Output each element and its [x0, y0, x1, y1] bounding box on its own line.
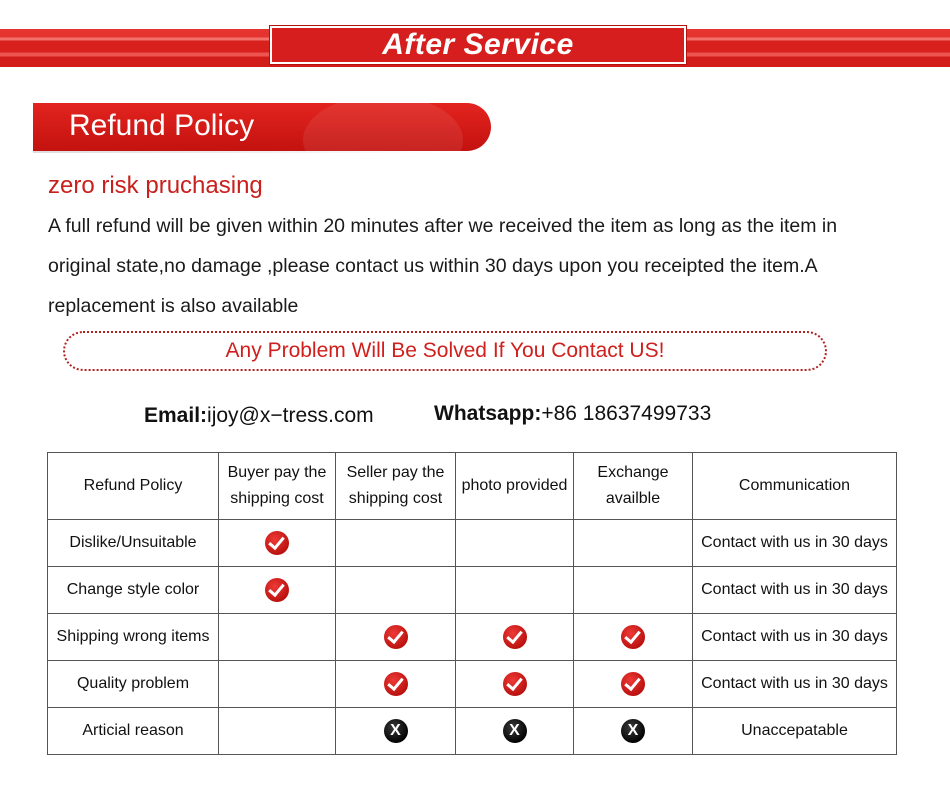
- cell-exchange: [574, 614, 693, 661]
- email-label: Email:: [144, 404, 208, 427]
- paragraph-line-2: original state,no damage ,please contact us within 30 days upon you receipted the item.A: [48, 255, 818, 277]
- refund-policy-table: [47, 452, 897, 755]
- table-row: [48, 614, 897, 661]
- cell-buyer-pay: [219, 661, 336, 708]
- section-underline: [33, 151, 453, 153]
- section-header: [33, 103, 491, 151]
- header-exchange: Exchange availble: [574, 453, 693, 520]
- cell-photo: [456, 567, 574, 614]
- paragraph-line-3: replacement is also available: [48, 295, 299, 317]
- table-header-row: [48, 453, 897, 520]
- check-icon: [384, 625, 408, 649]
- whatsapp-value[interactable]: +86 18637499733: [541, 402, 712, 425]
- row-label: Quality problem: [48, 661, 219, 708]
- cell-photo: [456, 614, 574, 661]
- email-value[interactable]: ijoy@x−tress.com: [207, 404, 374, 427]
- check-icon: [621, 672, 645, 696]
- cell-exchange: [574, 567, 693, 614]
- cell-communication: Contact with us in 30 days: [693, 520, 897, 567]
- table-row: [48, 520, 897, 567]
- whatsapp-contact: [434, 402, 711, 426]
- cell-exchange: [574, 520, 693, 567]
- cell-buyer-pay: [219, 614, 336, 661]
- check-icon: [384, 672, 408, 696]
- header-photo-provided: photo provided: [456, 453, 574, 520]
- header-refund-policy: Refund Policy: [48, 453, 219, 520]
- check-icon: [503, 625, 527, 649]
- row-label: Articial reason: [48, 708, 219, 755]
- cross-icon: X: [384, 719, 408, 743]
- cell-buyer-pay: [219, 708, 336, 755]
- table-row: [48, 708, 897, 755]
- cell-communication: Contact with us in 30 days: [693, 567, 897, 614]
- row-label: Dislike/Unsuitable: [48, 520, 219, 567]
- check-icon: [265, 531, 289, 555]
- cell-buyer-pay: [219, 520, 336, 567]
- cell-exchange: [574, 708, 693, 755]
- paragraph-line-1: A full refund will be given within 20 minutes after we received the item as long as the item in: [48, 215, 838, 237]
- cell-seller-pay: [336, 661, 456, 708]
- check-icon: [265, 578, 289, 602]
- cell-seller-pay: [336, 708, 456, 755]
- cell-photo: [456, 708, 574, 755]
- table-row: [48, 661, 897, 708]
- cell-communication: Contact with us in 30 days: [693, 661, 897, 708]
- header-seller-pay: Seller pay the shipping cost: [336, 453, 456, 520]
- section-title: Refund Policy: [69, 109, 255, 142]
- cell-photo: [456, 520, 574, 567]
- banner-title-box: [270, 26, 686, 64]
- row-label: Shipping wrong items: [48, 614, 219, 661]
- cross-icon: X: [621, 719, 645, 743]
- check-icon: [503, 672, 527, 696]
- header-buyer-pay: Buyer pay the shipping cost: [219, 453, 336, 520]
- cross-icon: X: [503, 719, 527, 743]
- contact-callout: [63, 331, 827, 371]
- cell-communication: Contact with us in 30 days: [693, 614, 897, 661]
- check-icon: [621, 625, 645, 649]
- whatsapp-label: Whatsapp:: [434, 402, 542, 425]
- cell-buyer-pay: [219, 567, 336, 614]
- cell-seller-pay: [336, 614, 456, 661]
- callout-text: Any Problem Will Be Solved If You Contact US!: [225, 339, 665, 362]
- subhead: zero risk pruchasing: [48, 172, 263, 199]
- table-row: [48, 567, 897, 614]
- header-communication: Communication: [693, 453, 897, 520]
- cell-photo: [456, 661, 574, 708]
- cell-exchange: [574, 661, 693, 708]
- cell-seller-pay: [336, 520, 456, 567]
- row-label: Change style color: [48, 567, 219, 614]
- refund-paragraph: [48, 206, 918, 326]
- banner-title: After Service: [382, 28, 574, 61]
- email-contact: [144, 404, 374, 428]
- cell-communication: Unaccepatable: [693, 708, 897, 755]
- section-header-glow: [303, 103, 463, 151]
- cell-seller-pay: [336, 567, 456, 614]
